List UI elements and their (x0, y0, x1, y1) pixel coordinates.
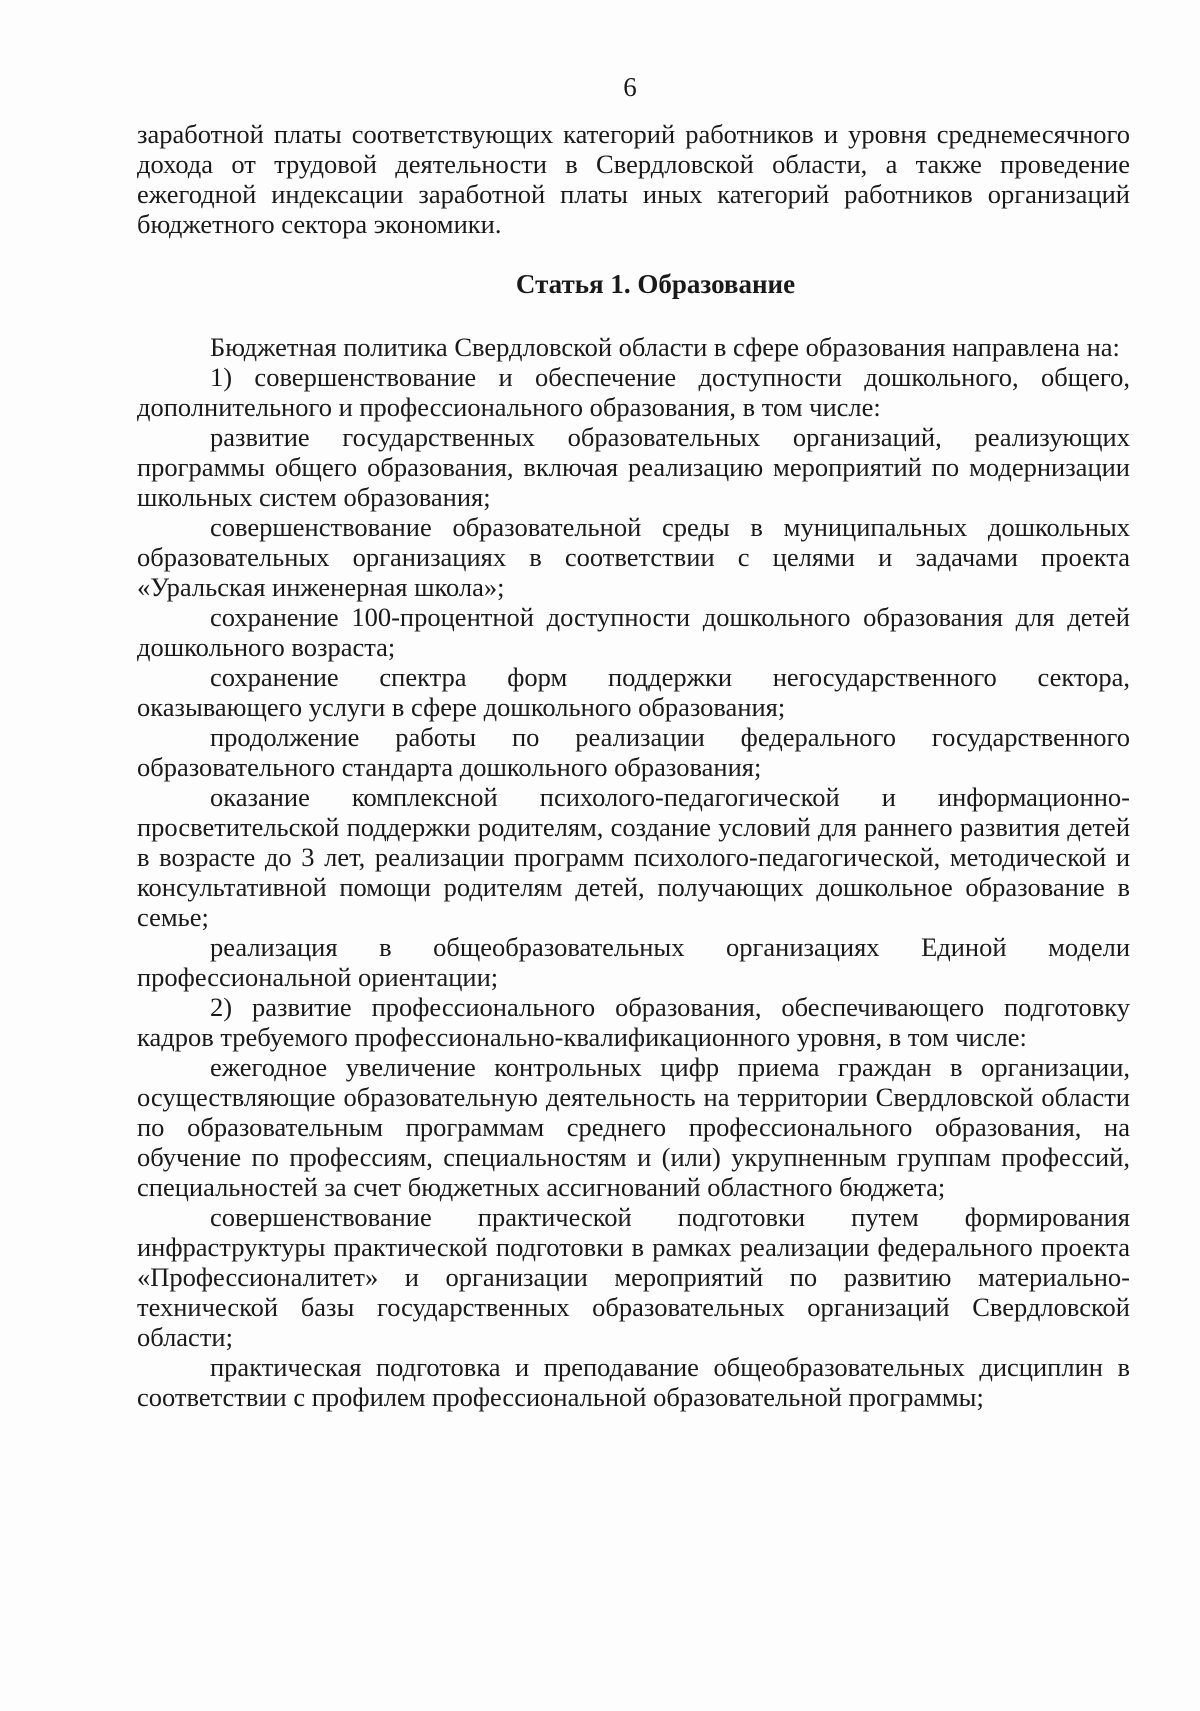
paragraph: практическая подготовка и преподавание общеобразовательных дисциплин в соответствии с профилем профессиональной образовательной программы; (137, 1352, 1130, 1412)
paragraph: развитие государственных образовательных организаций, реализующих программы общего образования, включая реализацию мероприятий по модернизации школьных систем образования; (137, 422, 1130, 512)
paragraph: сохранение спектра форм поддержки негосударственного сектора, оказывающего услуги в сфере дошкольного образования; (137, 662, 1130, 722)
paragraph: совершенствование образовательной среды в муниципальных дошкольных образовательных организациях в соответствии с целями и задачами проекта «Уральская инженерная школа»; (137, 512, 1130, 602)
page-number: 6 (623, 72, 637, 102)
paragraph: оказание комплексной психолого-педагогической и информационно-просветительской поддержки родителям, создание условий для раннего развития детей в возрасте до 3 лет, реализации программ психолого-педагогической, методической и консультативной помощи родителям детей, получающих дошкольное образование в семье; (137, 782, 1130, 932)
paragraph: 2) развитие профессионального образования, обеспечивающего подготовку кадров требуемого профессионально-квалификационного уровня, в том числе: (137, 992, 1130, 1052)
paragraph: совершенствование практической подготовки путем формирования инфраструктуры практической подготовки в рамках реализации федерального проекта «Профессионалитет» и организации мероприятий по развитию материально-технической базы государственных образовательных организаций Свердловской области; (137, 1202, 1130, 1352)
paragraph: реализация в общеобразовательных организациях Единой модели профессиональной ориентации; (137, 932, 1130, 992)
paragraph: сохранение 100-процентной доступности дошкольного образования для детей дошкольного возраста; (137, 602, 1130, 662)
paragraph: ежегодное увеличение контрольных цифр приема граждан в организации, осуществляющие образовательную деятельность на территории Свердловской области по образовательным программам среднего профессионального образования, на обучение по профессиям, специальностям и (или) укрупненным группам профессий, специальностей за счет бюджетных ассигнований областного бюджета; (137, 1052, 1130, 1202)
intro-paragraph: заработной платы соответствующих категорий работников и уровня среднемесячного дохода от трудовой деятельности в Свердловской области, а также проведение ежегодной индексации заработной платы иных категорий работников организаций бюджетного сектора экономики. (137, 119, 1130, 239)
article-heading: Статья 1. Образование (515, 269, 796, 299)
paragraph: продолжение работы по реализации федерального государственного образовательного стандарта дошкольного образования; (137, 722, 1130, 782)
document-body (137, 119, 1130, 1412)
paragraph: Бюджетная политика Свердловской области в сфере образования направлена на: (210, 332, 1120, 362)
paragraph: 1) совершенствование и обеспечение доступности дошкольного, общего, дополнительного и профессионального образования, в том числе: (137, 362, 1130, 422)
